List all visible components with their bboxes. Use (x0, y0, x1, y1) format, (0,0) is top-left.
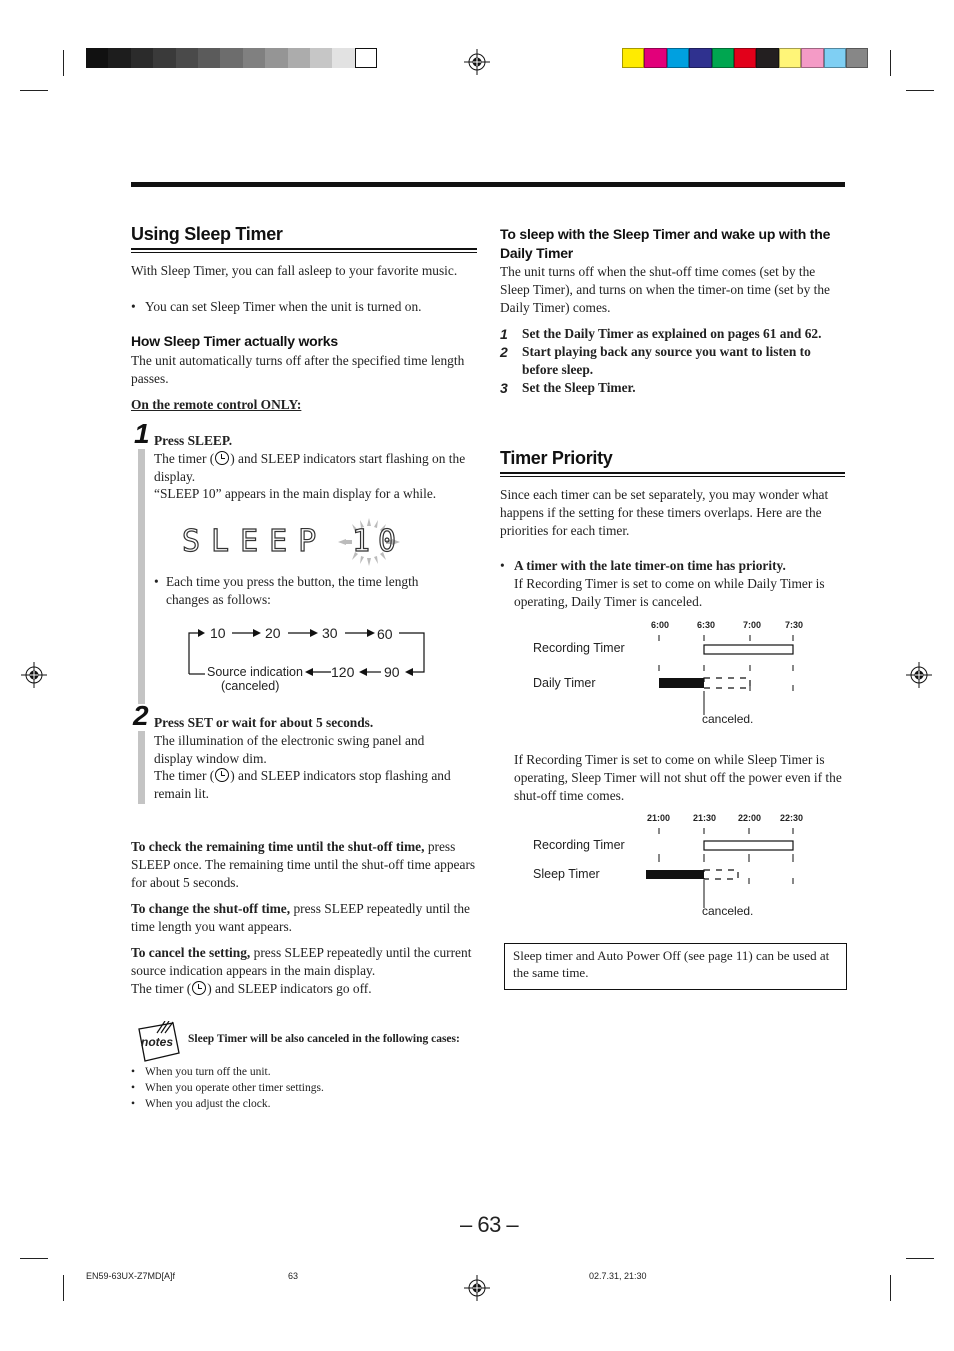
chart2-bars (640, 826, 810, 908)
gray-swatch (108, 48, 130, 68)
gray-swatch (86, 48, 108, 68)
step1-number: 1 (134, 418, 150, 449)
footer-date: 02.7.31, 21:30 (589, 1271, 647, 1281)
priority-rule: • A timer with the late timer-on time has priority. If Recording Timer is set to come on while Daily Timer is operating, Daily Timer is canceled. (500, 558, 825, 609)
registration-mark-left-icon (21, 662, 47, 688)
how-title: How Sleep Timer actually works (131, 333, 338, 349)
chart2-canceled: canceled. (702, 904, 754, 918)
how-text: The unit automatically turns off after the specified time length passes. (131, 353, 465, 386)
chart2-time: 21:00 (647, 813, 671, 823)
section-title-using-sleep-timer: Using Sleep Timer (131, 224, 283, 244)
priority-text: Since each timer can be set separately, you may wonder what happens if the setting for these timers overlaps. Here are the priorities for each timer. (500, 487, 829, 538)
notes-list (131, 1064, 471, 1112)
info-box: Sleep timer and Auto Power Off (see page 11) can be used at the same time. (504, 943, 847, 990)
cancel-paragraph-2: The timer ( ) and SLEEP indicators go off. (131, 981, 372, 996)
gray-swatch (153, 48, 175, 68)
notes-title: Sleep Timer will be also canceled in the following cases: (188, 1033, 460, 1045)
daily-title: To sleep with the Sleep Timer and wake up with the Daily Timer (500, 226, 831, 261)
sleep-display-text: SLEEP (182, 524, 328, 559)
color-swatch (734, 48, 756, 68)
color-swatch (846, 48, 868, 68)
priority-underline-thin (500, 476, 845, 477)
chart1-row-daily: Daily Timer (533, 676, 596, 690)
title-underline-thin (131, 252, 477, 253)
color-swatch (622, 48, 644, 68)
chart1-time: 7:00 (743, 620, 762, 630)
registration-mark-top-icon (464, 49, 490, 75)
list-item: • When you adjust the clock. (131, 1098, 271, 1110)
gray-swatch (176, 48, 198, 68)
timer-icon (192, 981, 206, 995)
step1-bullet: • Each time you press the button, the time length changes as follows: (154, 574, 419, 607)
step2-text2: The timer ( ) and SLEEP indicators stop flashing and remain lit. (154, 768, 451, 801)
priority-underline (500, 472, 845, 474)
seq-canceled: (canceled) (221, 679, 280, 693)
chart1-bars (650, 633, 810, 715)
chart2-row-recording: Recording Timer (533, 838, 625, 852)
title-underline (131, 248, 477, 250)
intro-bullet: • You can set Sleep Timer when the unit is turned on. (131, 299, 422, 314)
registration-mark-bottom-icon (464, 1275, 490, 1301)
gray-swatch (355, 48, 377, 68)
gray-swatch (332, 48, 354, 68)
check-paragraph: To check the remaining time until the shut-off time, press SLEEP once. The remaining time until the shut-off time appears for about 5 seconds. (131, 839, 476, 890)
daily-text: The unit turns off when the shut-off time comes (set by the Sleep Timer), and turns on when the timer-on time (set by the Daily Timer) comes. (500, 264, 830, 315)
step2-text: The illumination of the electronic swing panel and display window dim. (154, 733, 425, 766)
section-title-timer-priority: Timer Priority (500, 448, 613, 468)
chart1-row-recording: Recording Timer (533, 641, 625, 655)
gray-swatch (288, 48, 310, 68)
step1-text: The timer ( ) and SLEEP indicators start flashing on the display. (154, 451, 466, 484)
footer-code: EN59-63UX-Z7MD[A]f (86, 1271, 176, 1281)
gray-swatch (265, 48, 287, 68)
step2-number: 2 (133, 700, 149, 731)
change-paragraph: To change the shut-off time, press SLEEP repeatedly until the time length you want appears. (131, 901, 470, 934)
color-swatch (712, 48, 734, 68)
color-swatch (824, 48, 846, 68)
registration-mark-right-icon (906, 662, 932, 688)
seq-90: 90 (384, 664, 400, 680)
color-swatch (756, 48, 778, 68)
gray-swatch (310, 48, 332, 68)
seq-10: 10 (210, 625, 226, 641)
color-swatch (689, 48, 711, 68)
chart1-time: 6:30 (697, 620, 716, 630)
timer-icon (215, 768, 229, 782)
step2-bar (138, 731, 145, 804)
priority-text-2: If Recording Timer is set to come on while Sleep Timer is operating, Sleep Timer will not shut off the power even if the shut-off time comes. (514, 752, 842, 803)
remote-only-label: On the remote control ONLY: (131, 397, 302, 412)
chart2-row-sleep: Sleep Timer (533, 867, 600, 881)
chart2-time: 22:00 (738, 813, 762, 823)
list-item: • When you turn off the unit. (131, 1066, 271, 1078)
page-number: – 63 – (460, 1212, 519, 1237)
seq-30: 30 (322, 625, 338, 641)
gray-swatch (198, 48, 220, 68)
chart1-time: 6:00 (651, 620, 670, 630)
chart2-time: 22:30 (780, 813, 804, 823)
step2-title: Press SET or wait for about 5 seconds. (154, 715, 374, 730)
color-swatch (667, 48, 689, 68)
cancel-paragraph: To cancel the setting, press SLEEP repeatedly until the current source indication appears in the main display. (131, 945, 472, 978)
step1-bar (138, 449, 145, 704)
chart2-time: 21:30 (693, 813, 717, 823)
seq-120: 120 (331, 664, 355, 680)
chart1-time: 7:30 (785, 620, 804, 630)
step1-title: Press SLEEP. (154, 433, 233, 448)
footer-page: 63 (288, 1271, 299, 1281)
notes-icon: notes (135, 1021, 183, 1063)
daily-steps: 1 Set the Daily Timer as explained on pages 61 and 62. 2 Start playing back any source you want to listen to before sleep. 3 Set the Sleep Timer. (500, 326, 822, 396)
seq-60: 60 (377, 626, 393, 642)
top-rule (131, 182, 845, 187)
color-swatch (779, 48, 801, 68)
gray-swatch (220, 48, 242, 68)
list-item: • When you operate other timer settings. (131, 1082, 324, 1094)
color-swatch (801, 48, 823, 68)
gray-swatch (131, 48, 153, 68)
seq-20: 20 (265, 625, 281, 641)
sleep-display-number: 10 (352, 524, 405, 559)
timer-icon (215, 451, 229, 465)
seq-source: Source indication (207, 665, 303, 679)
gray-swatch (243, 48, 265, 68)
color-swatch (644, 48, 666, 68)
intro-text: With Sleep Timer, you can fall asleep to your favorite music. (131, 263, 458, 278)
chart1-canceled: canceled. (702, 712, 754, 726)
step1-text2: “SLEEP 10” appears in the main display for a while. (154, 486, 437, 501)
